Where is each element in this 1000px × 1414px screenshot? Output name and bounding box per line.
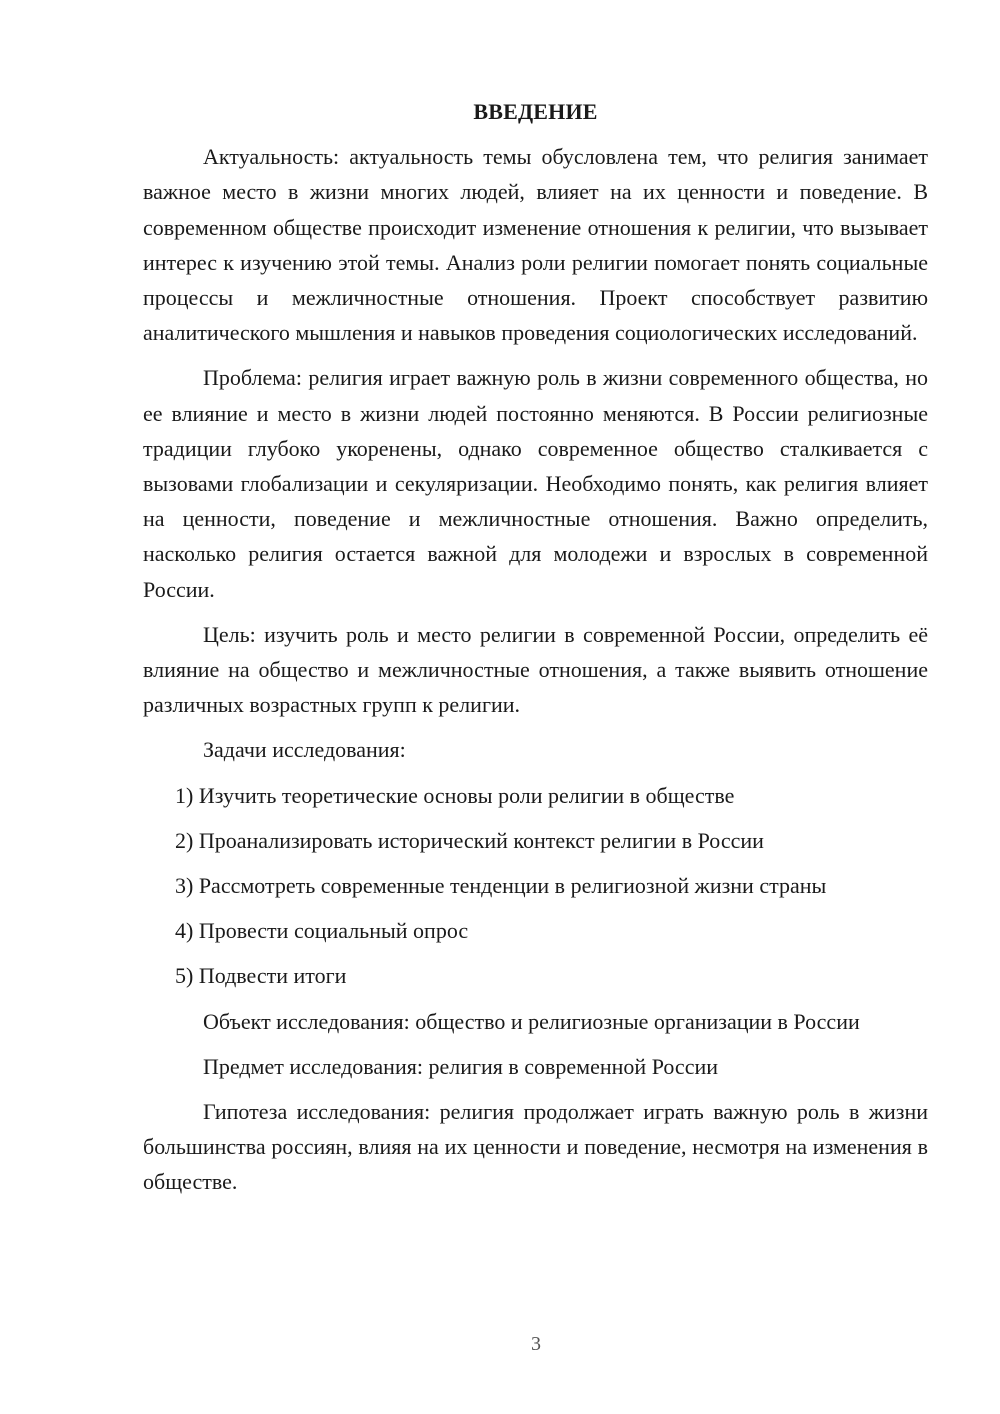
task-list [143, 778, 928, 994]
hypothesis-paragraph: Гипотеза исследования: религия продолжает играть важную роль в жизни большинства россиян, влияя на их ценности и поведение, несмотря на изменения в обществе. [143, 1099, 928, 1195]
goal-paragraph: Цель: изучить роль и место религии в современной России, определить её влияние на общество и межличностные отношения, а также выявить отношение различных возрастных групп к религии. [143, 621, 928, 718]
task-item: 2) Проанализировать исторический контекст религии в России [175, 827, 764, 853]
object-paragraph: Объект исследования: общество и религиозные организации в России [203, 1008, 860, 1034]
tasks-label: Задачи исследования: [203, 737, 406, 763]
document-page [143, 94, 928, 1210]
task-item: 4) Провести социальный опрос [175, 918, 469, 944]
page-number: 3 [531, 1333, 541, 1355]
section-title: ВВЕДЕНИЕ [473, 99, 598, 124]
relevance-paragraph: Актуальность: актуальность темы обусловлена тем, что религия занимает важное место в жизни многих людей, влияет на их ценности и поведение. В современном обществе происходит изменение отношения к религии, что вызывает интерес к изучению этой темы. Анализ роли религии помогает понять социальные процессы и межличностные отношения. Проект способствует развитию аналитического мышления и навыков проведения социологических исследований. [143, 144, 928, 346]
task-item: 3) Рассмотреть современные тенденции в религиозной жизни страны [175, 873, 827, 899]
problem-paragraph: Проблема: религия играет важную роль в жизни современного общества, но ее влияние и место в жизни людей постоянно меняются. В России религиозные традиции глубоко укоренены, однако современное общество сталкивается с вызовами глобализации и секуляризации. Необходимо понять, как религия влияет на ценности, поведение и межличностные отношения. Важно определить, насколько религия остается важной для молодежи и взрослых в современной России. [143, 365, 928, 602]
task-item: 5) Подвести итоги [175, 963, 347, 989]
task-item: 1) Изучить теоретические основы роли религии в обществе [175, 782, 735, 808]
subject-paragraph: Предмет исследования: религия в современной России [203, 1053, 719, 1079]
